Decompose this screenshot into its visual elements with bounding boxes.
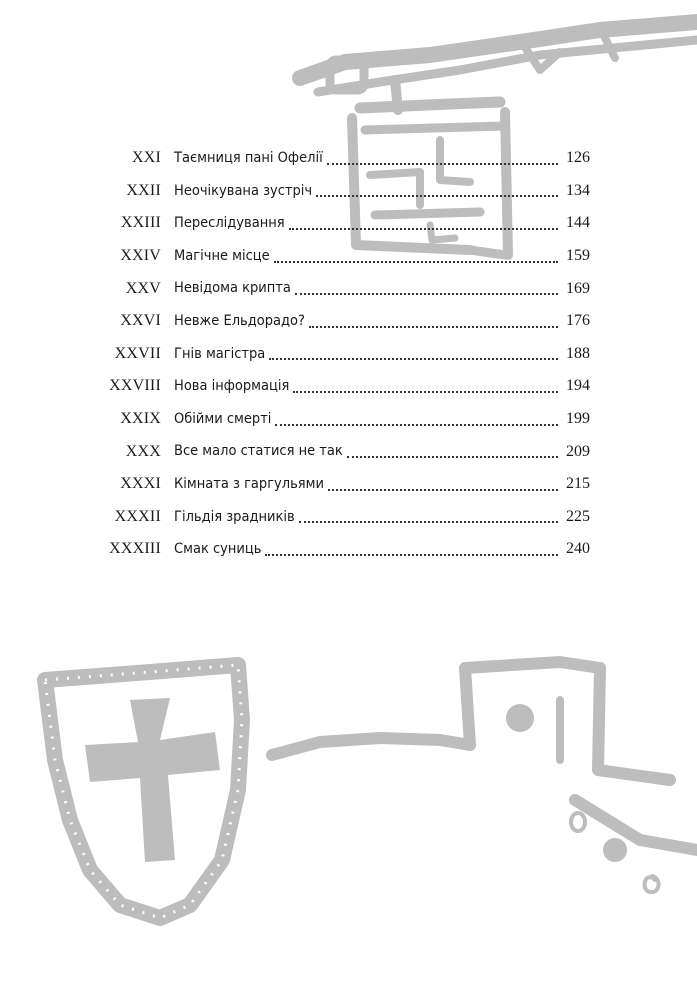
- chapter-title: Невже Ельдорадо?: [174, 313, 305, 330]
- chapter-number: XXI: [131, 149, 161, 167]
- page-number: 194: [566, 377, 590, 395]
- chapter-title: Смак суниць: [174, 541, 262, 558]
- chapter-number: XXVI: [120, 312, 161, 330]
- chapter-title: Неочікувана зустріч: [174, 182, 313, 199]
- chapter-number: XXIII: [120, 214, 161, 232]
- dot-leader: [309, 325, 558, 328]
- dot-leader: [347, 455, 558, 458]
- chapter-number: XXIV: [120, 247, 161, 265]
- toc-entry: [100, 468, 590, 501]
- chapter-number: XXV: [125, 279, 161, 297]
- dot-leader: [295, 292, 558, 295]
- page-number: 188: [566, 344, 590, 362]
- dot-leader: [275, 423, 558, 426]
- chapter-number: XXXII: [114, 507, 161, 525]
- page-number: 199: [566, 410, 590, 428]
- chapter-title: Кімната з гаргульями: [174, 475, 324, 492]
- chapter-number: XXVII: [114, 344, 161, 362]
- chapter-number: XXXIII: [109, 540, 161, 558]
- dot-leader: [269, 357, 558, 360]
- toc-entry: [100, 370, 590, 403]
- toc-entry: [100, 272, 590, 305]
- page-number: 176: [566, 312, 590, 330]
- chapter-title: Переслідування: [174, 215, 285, 232]
- page-number: 225: [566, 507, 590, 525]
- chapter-title: Магічне місце: [174, 247, 270, 264]
- toc-entry: [100, 305, 590, 338]
- sword-sketch-icon: [272, 662, 697, 892]
- toc-entry: [100, 435, 590, 468]
- toc-entry: [100, 175, 590, 208]
- dot-leader: [316, 194, 558, 197]
- page-number: 209: [566, 442, 590, 460]
- dot-leader: [293, 390, 558, 393]
- chapter-title: Гільдія зрадників: [174, 508, 295, 525]
- chapter-number: XXIX: [120, 410, 161, 428]
- toc-entry: [100, 207, 590, 240]
- page-number: 169: [566, 279, 590, 297]
- chapter-number: XXVIII: [109, 377, 161, 395]
- dot-leader: [265, 553, 558, 556]
- page-number: 126: [566, 149, 590, 167]
- dot-leader: [289, 227, 558, 230]
- dot-leader: [327, 162, 558, 165]
- toc-entry: [100, 501, 590, 534]
- toc-entry: [100, 338, 590, 371]
- chapter-title: Таємниця пані Офелії: [174, 150, 323, 167]
- chapter-title: Все мало статися не так: [174, 443, 343, 460]
- toc-entry: [100, 403, 590, 436]
- dot-leader: [328, 488, 558, 491]
- page-number: 240: [566, 540, 590, 558]
- toc-entry: [100, 533, 590, 566]
- page-number: 215: [566, 475, 590, 493]
- page-number: 159: [566, 247, 590, 265]
- chapter-number: XXXI: [120, 475, 161, 493]
- dot-leader: [274, 260, 558, 263]
- toc-entry: [100, 142, 590, 175]
- dot-leader: [299, 520, 558, 523]
- chapter-title: Невідома крипта: [174, 280, 291, 297]
- chapter-title: Нова інформація: [174, 378, 290, 395]
- toc-entry: [100, 240, 590, 273]
- chapter-number: XXII: [126, 181, 161, 199]
- cross-shield-icon: [45, 665, 242, 918]
- page-number: 134: [566, 181, 590, 199]
- page-number: 144: [566, 214, 590, 232]
- chapter-title: Гнів магістра: [174, 345, 266, 362]
- chapter-title: Обійми смерті: [174, 410, 272, 427]
- table-of-contents: [100, 142, 590, 566]
- chapter-number: XXX: [125, 442, 161, 460]
